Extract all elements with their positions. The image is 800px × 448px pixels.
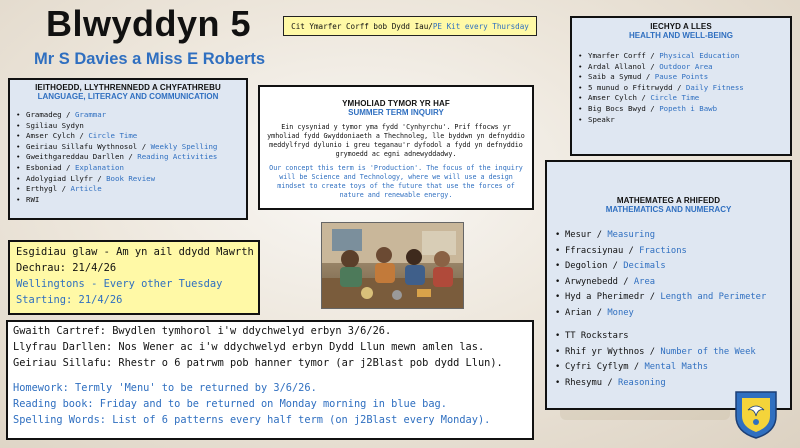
list-item-sep: / [636,93,651,103]
wellingtons-line-en: Wellingtons - Every other Tuesday [16,278,223,290]
list-item [576,62,790,73]
language-title: IEITHOEDD, LLYTHRENNEDD A CHYFATHREBU [35,83,221,92]
pe-kit-banner [283,16,537,36]
list-item-cy: 5 munud o Ffitrwydd [588,82,673,92]
list-item-sep: / [61,162,75,172]
homework-label: Geiriau Sillafu: [13,356,113,369]
list-item [576,72,790,83]
maths-list [547,228,790,321]
maths-box [545,160,792,410]
list-item-cy: Speakr [588,114,615,124]
maths-gap [547,321,790,329]
homework-line-cy [13,356,527,372]
list-item [14,152,246,163]
list-item-cy: Rhesymu [565,377,603,388]
list-item [553,228,790,244]
list-item-cy: Big Bocs Bwyd [588,103,646,113]
list-item-sep: / [644,346,661,357]
list-item-en: Circle Time [650,93,700,103]
list-item [553,259,790,275]
list-item-cy: Arwynebedd [565,276,618,287]
health-list [572,51,790,125]
homework-label: Gwaith Cartref: [13,325,106,337]
list-item-en: Circle Time [88,131,138,141]
list-item [14,131,246,142]
list-item-cy: Geiriau Sillafu Wythnosol [26,141,138,151]
list-item-en: Fractions [639,245,687,256]
list-item-cy: Rhif yr Wythnos [565,346,645,357]
list-item-cy: Gramadeg [26,110,62,119]
list-item-sep: / [645,51,660,60]
page-title: Blwyddyn 5 [46,3,252,44]
inquiry-box [258,85,534,210]
list-item-cy: Amser Cylch [588,93,637,103]
list-item [14,195,246,206]
list-item-sep: / [123,152,138,162]
list-item [576,51,790,62]
list-item-en: Money [607,307,634,318]
list-item-sep: / [645,61,660,71]
list-item-cy: Erthygl [26,184,58,194]
list-item-cy: TT Rockstars [565,331,629,341]
list-item-cy: Sgiliau Sydyn [26,120,84,130]
wellingtons-start-cy: Dechrau: 21/4/26 [16,262,117,274]
list-item-cy: Gweithgareddau Darllen [26,152,124,162]
wellingtons-box [8,240,260,315]
pe-kit-cy: Cit Ymarfer Corff bob Dydd Iau [291,21,429,31]
maths-title: MATHEMATEG A RHIFEDD [616,196,721,205]
school-logo [728,386,784,442]
list-item-sep: / [623,245,640,256]
list-item-sep: / [617,276,634,287]
list-item-en: Article [70,184,102,194]
list-item-cy: Mesur [565,230,592,240]
list-item-en: Weekly Spelling [150,141,218,151]
list-item-sep: / [57,184,71,194]
list-item [553,275,790,291]
health-box [570,16,792,156]
language-box [8,78,248,220]
list-item-sep: / [591,230,608,240]
children-workshop-illustration [322,223,464,309]
list-item-en: Number of the Week [660,346,756,357]
school-crest-icon [728,386,784,442]
wellingtons-start-en: Starting: 21/4/26 [16,294,123,306]
list-item [14,110,246,121]
list-item-en: Mental Maths [644,362,709,372]
list-item-en: Pause Points [654,72,709,82]
list-item-sep: / [607,261,624,271]
list-item-cy: Ardal Allanol [588,61,646,71]
homework-box [6,320,534,440]
list-item-cy: Amser Cylch [26,131,75,141]
list-item-sep: / [591,307,608,318]
list-item-cy: Ymarfer Corff [588,51,646,60]
inquiry-title: YMHOLIAD TYMOR YR HAF [342,99,450,108]
homework-line-en: Homework: Termly 'Menu' to be returned by 3/6/26. [13,382,317,395]
list-item-en: Reading Activities [137,152,218,162]
inquiry-text-cy: Ein cysyniad y tymor yma fydd 'Cynhyrchu'. Prif ffocws yr ymholiad fydd Gwyddoniaeth a Thechnoleg, lle byddwn yn defnyddio meddylfryd dylunio i greu teganau'r dyfodol a fydd yn defnyddio grymoedd ac egni adnewyddadwy. [267,123,525,158]
list-item-sep: / [602,377,618,388]
list-item [14,184,246,195]
health-title: IECHYD A LLES [650,22,712,31]
homework-text: Bwydlen tymhorol i'w ddychwelyd erbyn 3/6/26. [106,325,392,337]
list-item-cy: Esboniad [26,162,62,172]
homework-text: Nos Wener ac i'w ddychwelyd erbyn Dydd Llun mewn amlen las. [112,340,485,353]
list-item [14,142,246,153]
health-subtitle: HEALTH AND WELL-BEING [629,31,733,40]
homework-en [13,381,527,428]
list-item-en: Physical Education [659,51,740,60]
list-item-cy: RWI [26,194,40,204]
list-item [576,115,790,126]
list-item-en: Measuring [607,230,656,240]
list-item-en: Reasoning [617,377,666,388]
list-item [14,163,246,174]
maths-subtitle: MATHEMATICS AND NUMERACY [605,205,732,214]
list-item-en: Length and Perimeter [660,292,767,302]
list-item-sep: / [628,362,645,372]
teachers-name: Mr S Davies a Miss E Roberts [34,50,266,68]
list-item-en: Area [633,276,656,287]
list-item [553,244,790,260]
pe-kit-sep: / [428,21,433,31]
homework-line-cy [13,340,527,356]
list-item [576,83,790,94]
wellingtons-line-cy: Esgidiau glaw - Am yn ail ddydd Mawrth [16,246,254,258]
list-item-cy: Hyd a Pherimedr [565,292,645,302]
list-item-sep: / [74,131,89,141]
maths-list-2 [547,329,790,391]
language-subtitle: LANGUAGE, LITERACY AND COMMUNICATION [37,92,219,101]
list-item-en: Explanation [74,162,124,172]
list-item [553,306,790,322]
list-item-cy: Arian [565,307,592,318]
list-item-cy: Adolygiad Llyfr [26,173,93,183]
list-item-en: Decimals [623,261,666,271]
list-item-en: Outdoor Area [659,61,713,71]
list-item-sep: / [644,292,661,302]
list-item [553,360,790,376]
list-item-sep: / [645,103,660,113]
list-item [553,290,790,306]
list-item [553,329,790,345]
list-item-sep: / [672,82,686,92]
inquiry-illustration [321,222,464,309]
list-item-en: Book Review [106,173,156,183]
list-item-cy: Saib a Symud [588,72,642,82]
homework-cy [13,324,527,371]
homework-line-en: Spelling Words: List of 6 patterns every half term (on j2Blast every Monday). [13,413,491,426]
language-list [10,110,246,205]
list-item-cy: Ffracsiynau [565,245,624,256]
homework-text: Rhestr o 6 patrwm pob hanner tymor (ar j2Blast pob dydd Llun). [112,356,503,369]
list-item [14,121,246,132]
homework-line-cy [13,324,527,340]
list-item-en: Daily Fitness [685,82,744,92]
inquiry-text-en: Our concept this term is 'Production'. The focus of the inquiry will be Science and Technology, where we will use a design mindset to create toys of the future that use the forces of nature and renewable energy. [269,164,523,199]
list-item-cy: Cyfri Cyflym [565,362,629,372]
list-item-en: Popeth i Bawb [659,103,718,113]
inquiry-subtitle: SUMMER TERM INQUIRY [348,108,444,117]
homework-line-en: Reading book: Friday and to be returned on Monday morning in blue bag. [13,398,447,411]
list-item-sep: / [61,110,75,119]
homework-gap [13,371,527,381]
homework-label: Llyfrau Darllen: [13,340,113,353]
list-item [553,345,790,361]
pe-kit-en: PE Kit every Thursday [432,21,529,31]
list-item-sep: / [641,72,655,82]
list-item [576,93,790,104]
list-item-cy: Degolion [565,261,608,271]
list-item [576,104,790,115]
list-item [14,174,246,185]
list-item-sep: / [92,173,107,183]
list-item-sep: / [137,141,151,151]
list-item-en: Grammar [74,110,107,119]
